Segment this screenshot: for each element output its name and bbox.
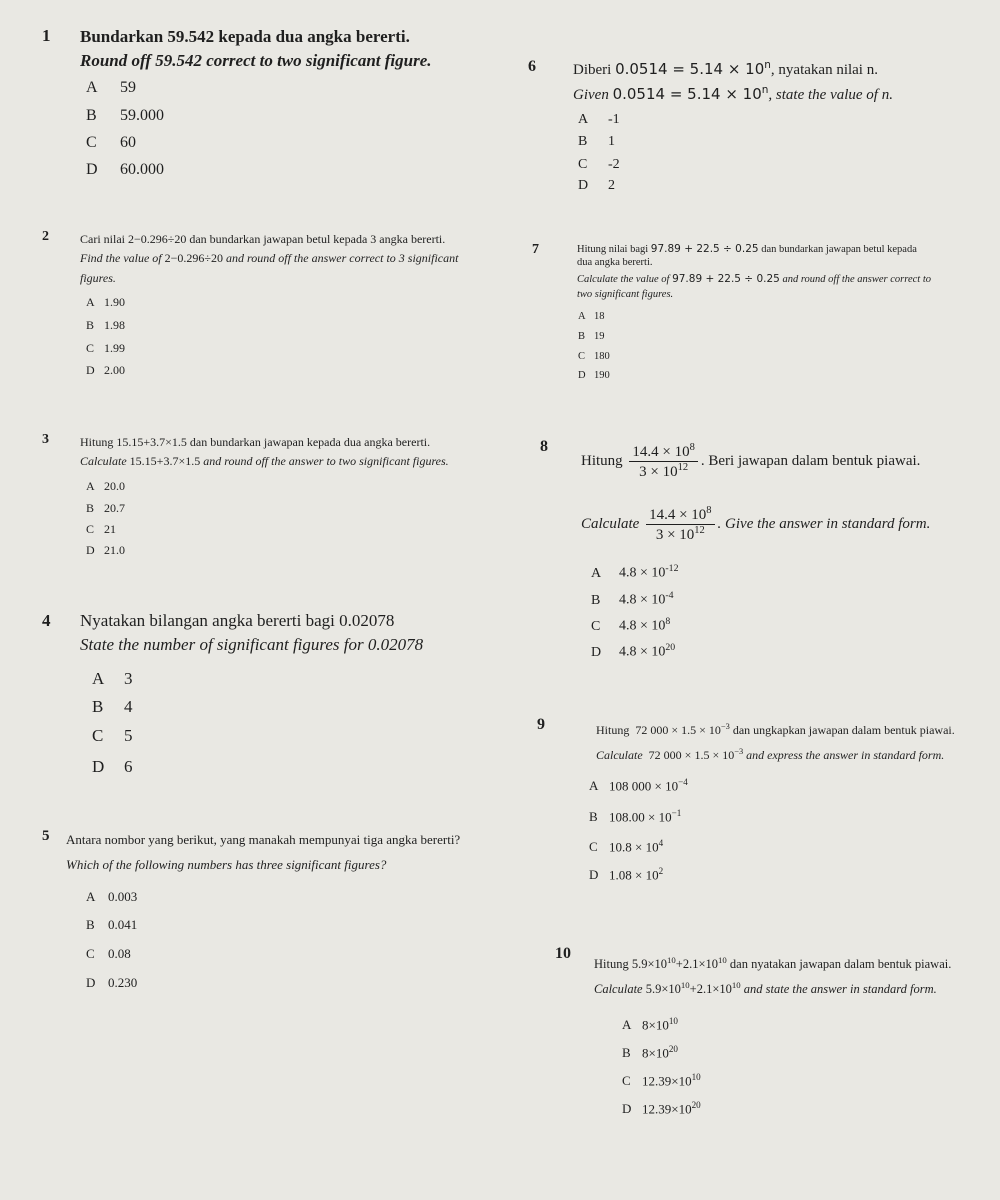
stem-malay: Hitung $\frac{14.4 \times 10^8}{3 \times 10^{12}}$ . Beri jawapan dalam bentuk piawai.	[581, 442, 921, 480]
option-b[interactable]: B 20.7	[86, 501, 125, 515]
stem-malay: Antara nombor yang berikut, yang manakah mempunyai tiga angka bererti?	[66, 832, 461, 847]
option-c[interactable]: C 60	[86, 134, 136, 151]
option-b[interactable]: B 0.041	[86, 917, 138, 932]
option-c[interactable]: C 0.08	[86, 946, 131, 961]
option-c[interactable]: C $4.8 \times 10^8$	[591, 616, 671, 634]
option-b[interactable]: B 1.98	[86, 318, 125, 332]
option-b[interactable]: B $4.8 \times 10^{-4}$	[591, 590, 674, 608]
option-d[interactable]: D 21.0	[86, 543, 125, 557]
option-d[interactable]: D 2	[578, 178, 615, 193]
option-a[interactable]: A 18	[578, 311, 605, 322]
question-number: 2	[42, 229, 49, 244]
stem-english: Calculate 15.15+3.7×1.5 and round off the answer to two significant figures.	[80, 454, 449, 468]
option-c[interactable]: C 180	[578, 351, 610, 362]
option-c[interactable]: C 5	[92, 726, 133, 745]
option-a[interactable]: A 59	[86, 79, 136, 96]
option-a[interactable]: A -1	[578, 112, 620, 127]
option-b[interactable]: B 4	[92, 697, 133, 716]
stem-malay: Hitung nilai bagi 97.89 + 22.5 ÷ 0.25 dan bundarkan jawapan betul kepada	[577, 243, 917, 255]
stem-english: Find the value of 2−0.296÷20 and round off the answer correct to 3 significant	[80, 251, 459, 265]
option-a[interactable]: A 20.0	[86, 479, 125, 493]
stem-malay: Bundarkan 59.542 kepada dua angka bererti.	[80, 27, 410, 46]
option-d[interactable]: D 60.000	[86, 161, 164, 178]
stem-malay: Hitung 72 $000 \times 1.5 \times 10^{-3}$ dan ungkapkan jawapan dalam bentuk piawai.	[596, 722, 955, 737]
stem-english: Round off 59.542 correct to two significant figure.	[80, 51, 432, 70]
option-d[interactable]: D 2.00	[86, 363, 125, 377]
option-c[interactable]: C $10.8 \times 10^4$	[589, 838, 664, 855]
stem-malay: Diberi $0.0514 = 5.14 \times 10^n$, nyatakan nilai n.	[573, 59, 878, 78]
question-number: 1	[42, 26, 51, 45]
option-a[interactable]: A 108 $000 \times 10^{-4}$	[589, 777, 688, 794]
option-b[interactable]: B $108.00 \times 10^{-1}$	[589, 808, 682, 825]
question-number: 4	[42, 611, 51, 630]
stem-english: Calculate 72 $000 \times 1.5 \times 10^{-3}$ and express the answer in standard form.	[596, 747, 945, 762]
stem-english-cont: two significant figures.	[577, 289, 674, 300]
option-c[interactable]: C 1.99	[86, 341, 125, 355]
question-number: 8	[540, 438, 548, 455]
option-d[interactable]: D 190	[578, 370, 610, 381]
question-number: 10	[555, 945, 571, 962]
option-a[interactable]: A 1.90	[86, 295, 125, 309]
stem-english: State the number of significant figures for 0.02078	[80, 635, 424, 654]
question-number: 7	[532, 242, 539, 257]
option-a[interactable]: A $8\times 10^{10}$	[622, 1016, 678, 1033]
question-number: 3	[42, 432, 49, 447]
stem-english: Calculate the value of 97.89 + 22.5 ÷ 0.25 and round off the answer correct to	[577, 273, 931, 285]
stem-malay: Hitung 15.15+3.7×1.5 dan bundarkan jawapan kepada dua angka bererti.	[80, 435, 431, 449]
option-b[interactable]: B 1	[578, 134, 615, 149]
stem-english-cont: figures.	[80, 271, 116, 285]
question-number: 6	[528, 58, 536, 75]
stem-english: Given $0.0514 = 5.14 \times 10^n$, state the value of n.	[573, 84, 893, 103]
question-number: 5	[42, 828, 50, 844]
stem-english: Calculate $5.9\times 10^{10}+2.1\times 10^{10}$ and state the answer in standard form.	[594, 980, 937, 997]
option-a[interactable]: A 0.003	[86, 889, 138, 904]
fraction: $\frac{14.4 \times 10^8}{3 \times 10^{12}}$	[646, 505, 714, 544]
option-a[interactable]: A $4.8 \times 10^{-12}$	[591, 563, 679, 581]
option-d[interactable]: D 6	[92, 757, 133, 776]
question-number: 9	[537, 716, 545, 733]
option-d[interactable]: D $12.39\times 10^{20}$	[622, 1100, 701, 1117]
option-c[interactable]: C 21	[86, 522, 116, 536]
stem-malay: Nyatakan bilangan angka bererti bagi 0.02078	[80, 611, 395, 630]
stem-malay-cont: dua angka bererti.	[577, 257, 653, 268]
option-a[interactable]: A 3	[92, 669, 133, 688]
option-b[interactable]: B 59.000	[86, 107, 164, 124]
option-d[interactable]: D $1.08 \times 10^2$	[589, 866, 664, 883]
option-b[interactable]: B $8\times 10^{20}$	[622, 1044, 678, 1061]
stem-english: Calculate $\frac{14.4 \times 10^8}{3 \times 10^{12}}$ . Give the answer in standard form.	[581, 505, 931, 543]
fraction: $\frac{14.4 \times 10^8}{3 \times 10^{12}}$	[629, 442, 697, 481]
option-d[interactable]: D 0.230	[86, 975, 138, 990]
option-c[interactable]: C $12.39\times 10^{10}$	[622, 1072, 701, 1089]
option-d[interactable]: D $4.8 \times 10^{20}$	[591, 642, 676, 660]
stem-malay: Cari nilai 2−0.296÷20 dan bundarkan jawapan betul kepada 3 angka bererti.	[80, 232, 446, 246]
stem-malay: Hitung $5.9\times 10^{10}+2.1\times 10^{10}$ dan nyatakan jawapan dalam bentuk piawai.	[594, 955, 952, 972]
stem-english: Which of the following numbers has three significant figures?	[66, 857, 387, 872]
option-c[interactable]: C -2	[578, 157, 620, 172]
option-b[interactable]: B 19	[578, 331, 605, 342]
